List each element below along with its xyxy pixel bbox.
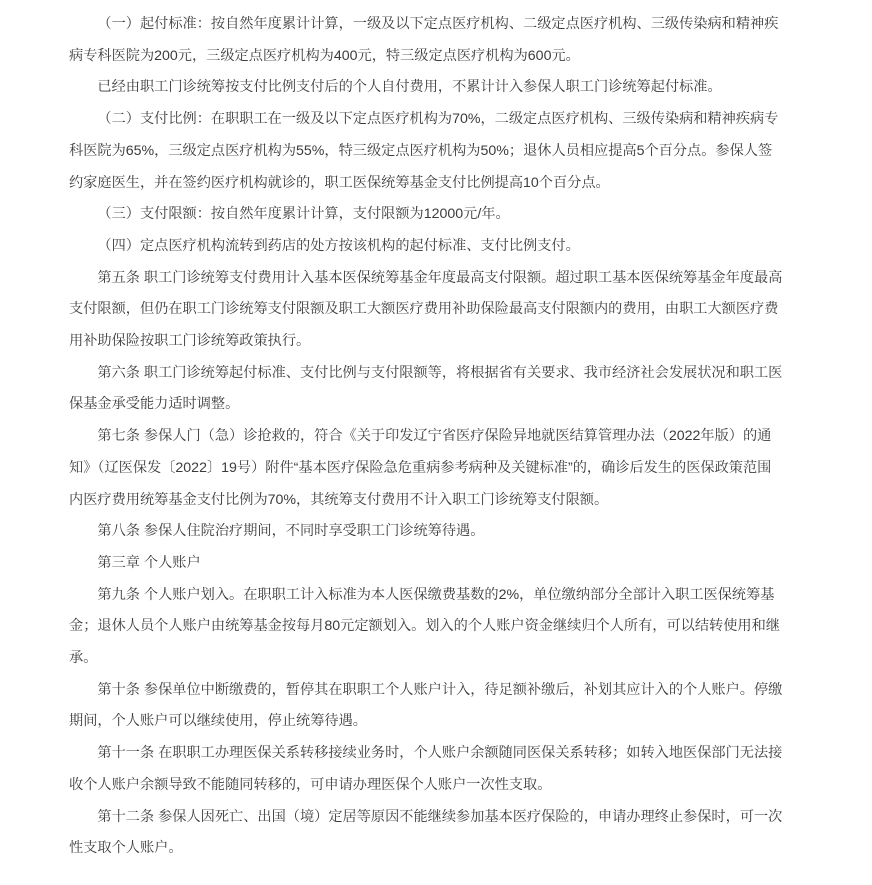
paragraph: 已经由职工门诊统筹按支付比例支付后的个人自付费用，不累计计入参保人职工门诊统筹起付标准。 — [97, 79, 722, 96]
paragraph: 第三章 个人账户 — [97, 554, 201, 571]
paragraph: 第九条 个人账户划入。在职职工计入标准为本人医保缴费基数的2%，单位缴纳部分全部计入职工医保统筹基金；退休人员个人账户由统筹基金按每月80元定额划入。划入的个人账户资金继续归个人所有，可以结转使用和继承。 — [69, 586, 780, 667]
paragraph: （三）支付限额：按自然年度累计计算，支付限额为12000元/年。 — [97, 206, 510, 223]
paragraph: 第六条 职工门诊统筹起付标准、支付比例与支付限额等，将根据省有关要求、我市经济社会发展状况和职工医保基金承受能力适时调整。 — [69, 364, 783, 413]
paragraph: 第五条 职工门诊统筹支付费用计入基本医保统筹基金年度最高支付限额。超过职工基本医保统筹基金年度最高支付限额，但仍在职工门诊统筹支付限额及职工大额医疗费用补助保险最高支付限额内的费用，由职工大额医疗费用补助保险按职工门诊统筹政策执行。 — [69, 269, 783, 350]
paragraph: （二）支付比例：在职职工在一级及以下定点医疗机构为70%，二级定点医疗机构、三级传染病和精神疾病专科医院为65%，三级定点医疗机构为55%，特三级定点医疗机构为50%；退休人员相应提高5个百分点。参保人签约家庭医生，并在签约医疗机构就诊的，职工医保统筹基金支付比例提高10个百分点。 — [69, 111, 779, 191]
paragraph: 第八条 参保人住院治疗期间，不同时享受职工门诊统筹待遇。 — [97, 523, 485, 540]
paragraph: （四）定点医疗机构流转到药店的处方按该机构的起付标准、支付比例支付。 — [97, 237, 580, 254]
paragraph: （一）起付标准：按自然年度累计计算，一级及以下定点医疗机构、二级定点医疗机构、三级传染病和精神疾病专科医院为200元，三级定点医疗机构为400元，特三级定点医疗机构为600元。 — [69, 16, 779, 64]
paragraph: 第十一条 在职职工办理医保关系转移接续业务时，个人账户余额随同医保关系转移；如转入地医保部门无法接收个人账户余额导致不能随同转移的，可申请办理医保个人账户一次性支取。 — [69, 745, 783, 793]
paragraph: 第十条 参保单位中断缴费的，暂停其在职职工个人账户计入，待足额补缴后，补划其应计入的个人账户。停缴期间，个人账户可以继续使用，停止统筹待遇。 — [69, 681, 783, 730]
paragraph: 第七条 参保人门（急）诊抢救的，符合《关于印发辽宁省医疗保险异地就医结算管理办法（2022年版）的通知》（辽医保发〔2022〕19号）附件“基本医疗保险急危重病参考病种及关键标准”的，确诊后发生的医保政策范围内医疗费用统筹基金支付比例为70%，其统筹支付费用不计入职工门诊统筹支付限额。 — [69, 428, 772, 508]
paragraph: 第十二条 参保人因死亡、出国（境）定居等原因不能继续参加基本医疗保险的，申请办理终止参保时，可一次性支取个人账户。 — [69, 808, 783, 857]
